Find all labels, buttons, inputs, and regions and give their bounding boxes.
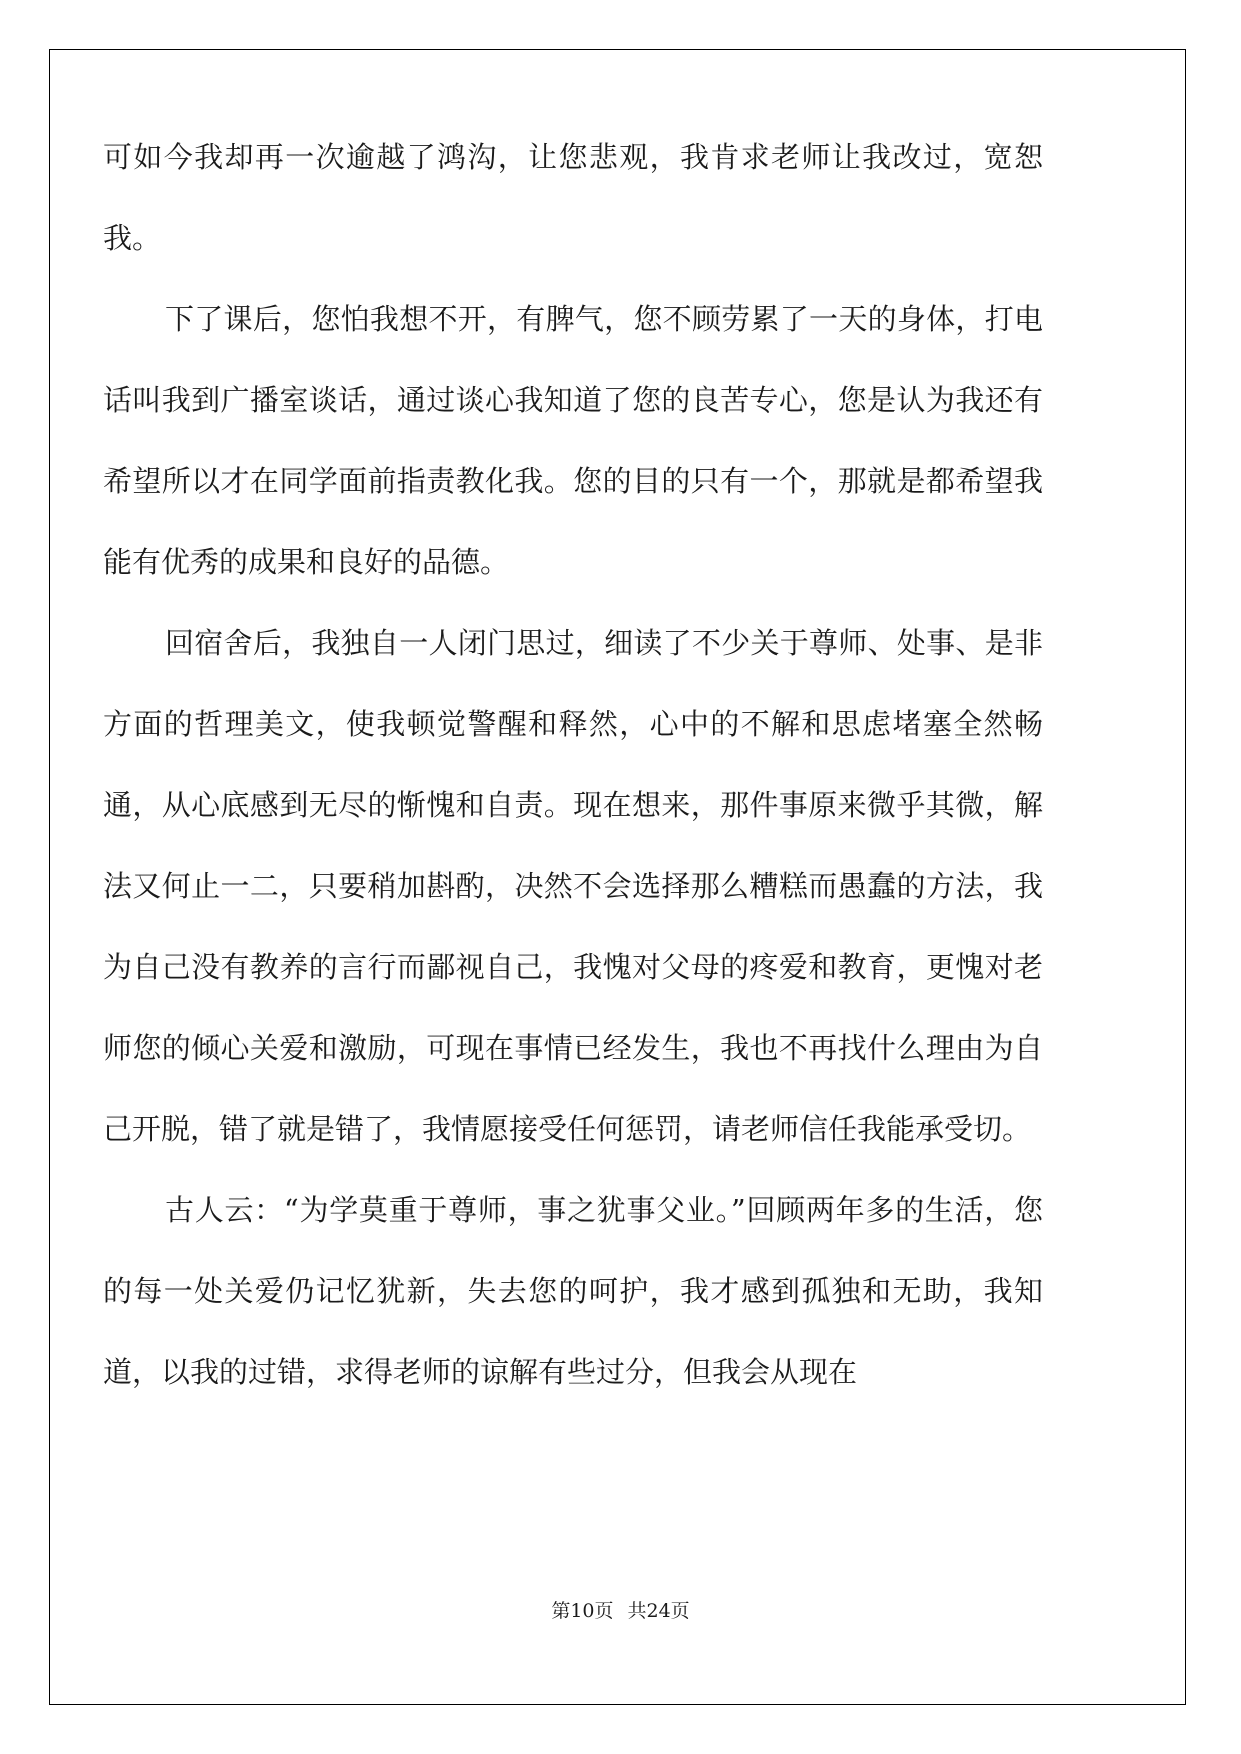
paragraph: 古人云：“为学莫重于尊师，事之犹事父业。”回顾两年多的生活，您的每一处关爱仍记忆犹新，失去您的呵护，我才感到孤独和无助，我知道，以我的过错，求得老师的谅解有些过分，但我会从现在 <box>103 1193 1043 1389</box>
paragraph: 下了课后，您怕我想不开，有脾气，您不顾劳累了一天的身体，打电话叫我到广播室谈话，通过谈心我知道了您的良苦专心，您是认为我还有希望所以才在同学面前指责教化我。您的目的只有一个，那就是都希望我能有优秀的成果和良好的品德。 <box>103 302 1043 579</box>
document-body <box>103 117 1043 1413</box>
page-footer <box>0 1596 1241 1623</box>
paragraph: 可如今我却再一次逾越了鸿沟，让您悲观，我肯求老师让我改过，宽恕我。 <box>103 140 1043 255</box>
page-total: 共24页 <box>627 1600 690 1622</box>
page-number: 第10页 <box>551 1600 614 1622</box>
paragraph: 回宿舍后，我独自一人闭门思过，细读了不少关于尊师、处事、是非方面的哲理美文，使我顿觉警醒和释然，心中的不解和思虑堵塞全然畅通，从心底感到无尽的惭愧和自责。现在想来，那件事原来微乎其微，解法又何止一二，只要稍加斟酌，决然不会选择那么糟糕而愚蠢的方法，我为自己没有教养的言行而鄙视自己，我愧对父母的疼爱和教育，更愧对老师您的倾心关爱和激励，可现在事情已经发生，我也不再找什么理由为自己开脱，错了就是错了，我情愿接受任何惩罚，请老师信任我能承受切。 <box>103 626 1043 1146</box>
